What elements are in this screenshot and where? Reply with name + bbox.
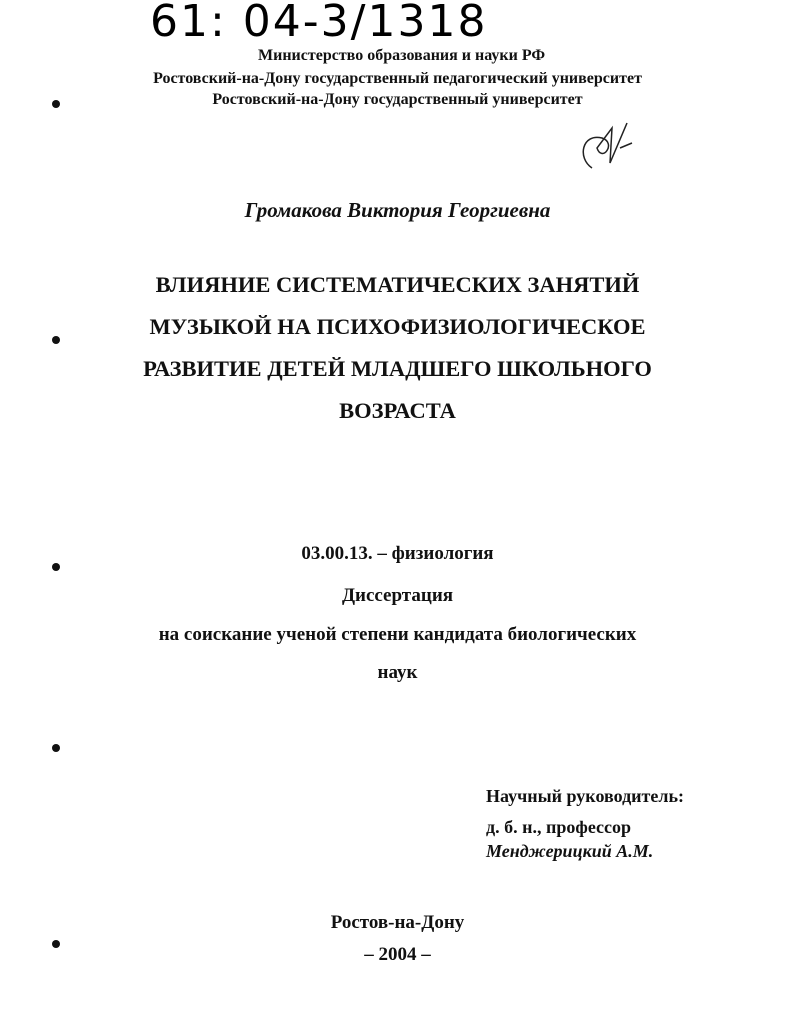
- degree-line-1: на соискание ученой степени кандидата биологических: [158, 624, 637, 645]
- specialty: 03.00.13. – физиология: [301, 543, 494, 564]
- university-1: Ростовский-на-Дону государственный педагогический университет: [153, 70, 642, 87]
- punch-hole-mark: [52, 336, 60, 344]
- signature: [572, 118, 642, 178]
- punch-hole-mark: [52, 563, 60, 571]
- title-line: ВОЗРАСТА: [339, 398, 456, 423]
- title-line: МУЗЫКОЙ НА ПСИХОФИЗИОЛОГИЧЕСКОЕ: [149, 314, 646, 339]
- supervisor-name: Менджерицкий А.М.: [486, 841, 654, 861]
- university-2: Ростовский-на-Дону государственный университет: [212, 91, 583, 108]
- year: – 2004 –: [364, 944, 431, 965]
- document-type: Диссертация: [341, 585, 454, 606]
- supervisor-rank: д. б. н., профессор: [486, 817, 632, 837]
- title-line: РАЗВИТИЕ ДЕТЕЙ МЛАДШЕГО ШКОЛЬНОГО: [143, 356, 652, 381]
- punch-hole-mark: [52, 940, 60, 948]
- punch-hole-mark: [52, 100, 60, 108]
- ministry: Министерство образования и науки РФ: [258, 47, 546, 64]
- degree-line-2: наук: [377, 662, 418, 683]
- handwritten-code: 61: 04-3/1318: [150, 0, 488, 47]
- author-name: Громакова Виктория Георгиевна: [244, 198, 551, 222]
- dissertation-title: [0, 264, 795, 432]
- supervisor-label: Научный руководитель:: [486, 786, 684, 806]
- city: Ростов-на-Дону: [330, 912, 465, 933]
- title-line: ВЛИЯНИЕ СИСТЕМАТИЧЕСКИХ ЗАНЯТИЙ: [155, 272, 640, 297]
- punch-hole-mark: [52, 744, 60, 752]
